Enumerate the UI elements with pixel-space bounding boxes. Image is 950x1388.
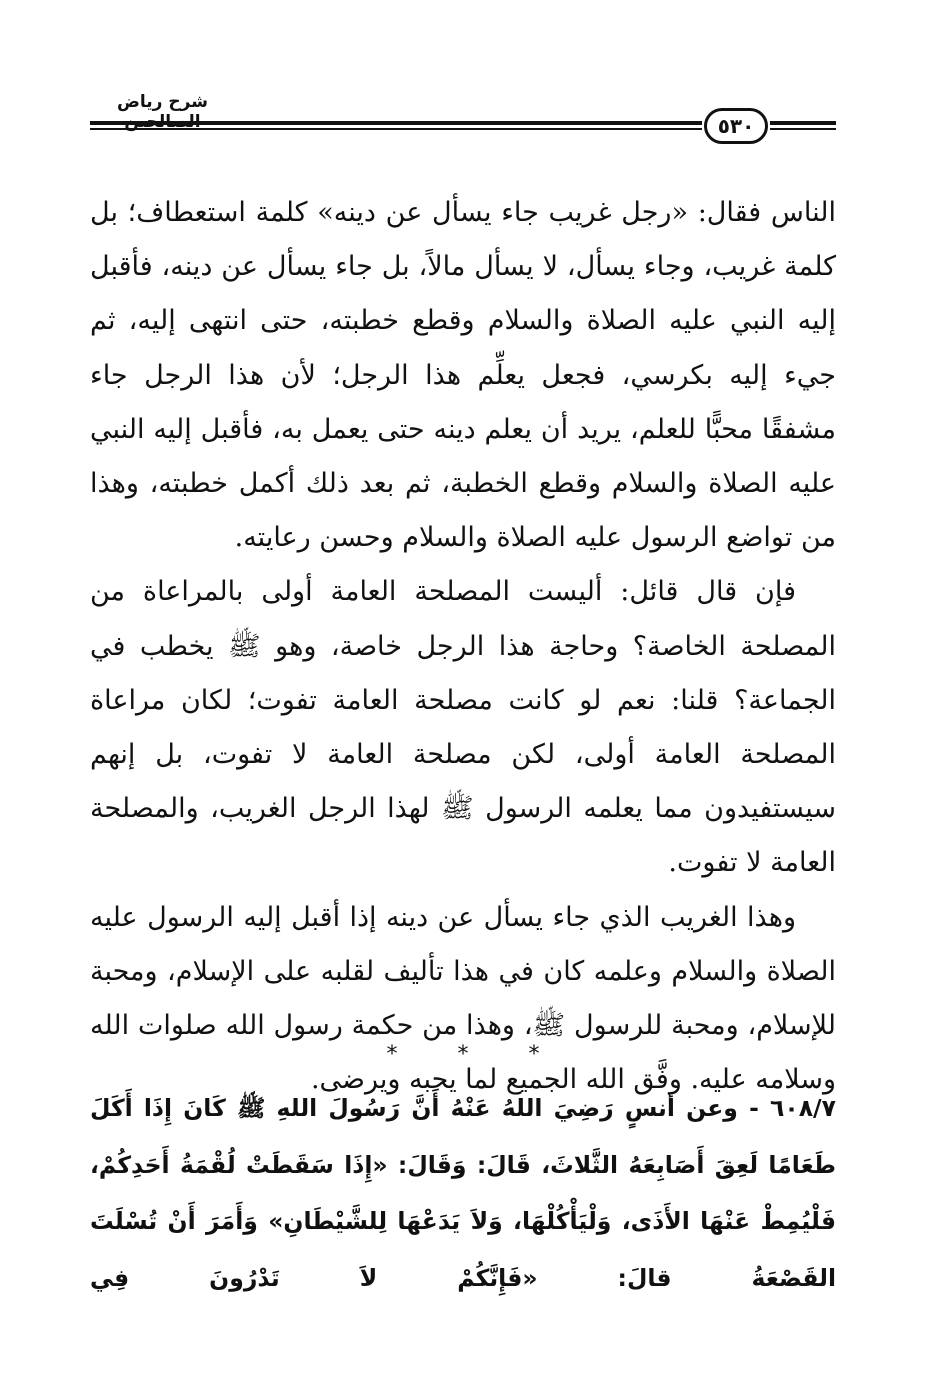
header-rule <box>90 128 702 130</box>
running-title: شرح رياض <box>117 92 208 112</box>
paragraph: وهذا الغريب الذي جاء يسأل عن دينه إذا أقبل إليه الرسول عليه الصلاة والسلام وعلمه كان في هذا تأليف لقلبه على الإسلام، ومحبة للإسلام، ومحبة للرسول ﷺ، وهذا من حكمة رسول الله صلوات الله وسلامه عليه. وفَّق الله الجميع لما يحبه ويرضى. <box>90 901 836 1096</box>
section-separator <box>90 1036 836 1072</box>
asterisk-icon: * <box>457 1041 469 1067</box>
header-rule <box>770 128 836 130</box>
header-rule <box>90 121 702 125</box>
paragraph: فإن قال قائل: أليست المصلحة العامة أولى بالمراعاة من المصلحة الخاصة؟ وحاجة هذا الرجل خاصة، وهو ﷺ يخطب في الجماعة؟ قلنا: نعم لو كانت مصلحة العامة تفوت؛ لكان مراعاة المصلحة العامة أولى، لكن مصلحة العامة لا تفوت، بل إنهم سيستفيدون مما يعلمه الرسول ﷺ لهذا الرجل الغريب، والمصلحة العامة لا تفوت. <box>90 576 836 879</box>
hadith-text: ٦٠٨/٧ - وعن أنسٍ رَضِيَ اللهُ عَنْهُ أَنَّ رَسُولَ اللهِ ﷺ كَانَ إِذَا أَكَلَ طَعَامًا لَعِقَ أَصَابِعَهُ الثَّلاثَ، قَالَ: وَقَالَ: «إِذَا سَقَطَتْ لُقْمَةُ أَحَدِكُمْ، فَلْيُمِطْ عَنْهَا الأَذَى، وَلْيَأْكُلْهَا، وَلاَ يَدَعْهَا لِلشَّيْطَانِ» وَأَمَرَ أَنْ تُسْلَتَ القَصْعَةُ قالَ: «فَإِنَّكُمْ لاَ تَدْرُونَ فِي <box>90 1094 836 1292</box>
header-rule <box>770 121 836 125</box>
body-text <box>90 186 836 1107</box>
paragraph: الناس فقال: «رجل غريب جاء يسأل عن دينه» كلمة استعطاف؛ بل كلمة غريب، وجاء يسأل، لا يسأل مالاً، بل جاء يسأل عن دينه، فأقبل إليه النبي عليه الصلاة والسلام وقطع خطبته، حتى انتهى إليه، ثم جيء إليه بكرسي، فجعل يعلِّم هذا الرجل؛ لأن هذا الرجل جاء مشفقًا محبًّا للعلم، يريد أن يعلم دينه حتى يعمل به، فأقبل إليه النبي عليه الصلاة والسلام وقطع الخطبة، ثم بعد ذلك أكمل خطبته، وهذا من تواضع الرسول عليه الصلاة والسلام وحسن رعايته. <box>90 197 836 554</box>
page-number: ٥٣٠ <box>704 108 768 144</box>
asterisk-icon: * <box>528 1041 540 1067</box>
asterisk-icon: * <box>386 1041 398 1067</box>
